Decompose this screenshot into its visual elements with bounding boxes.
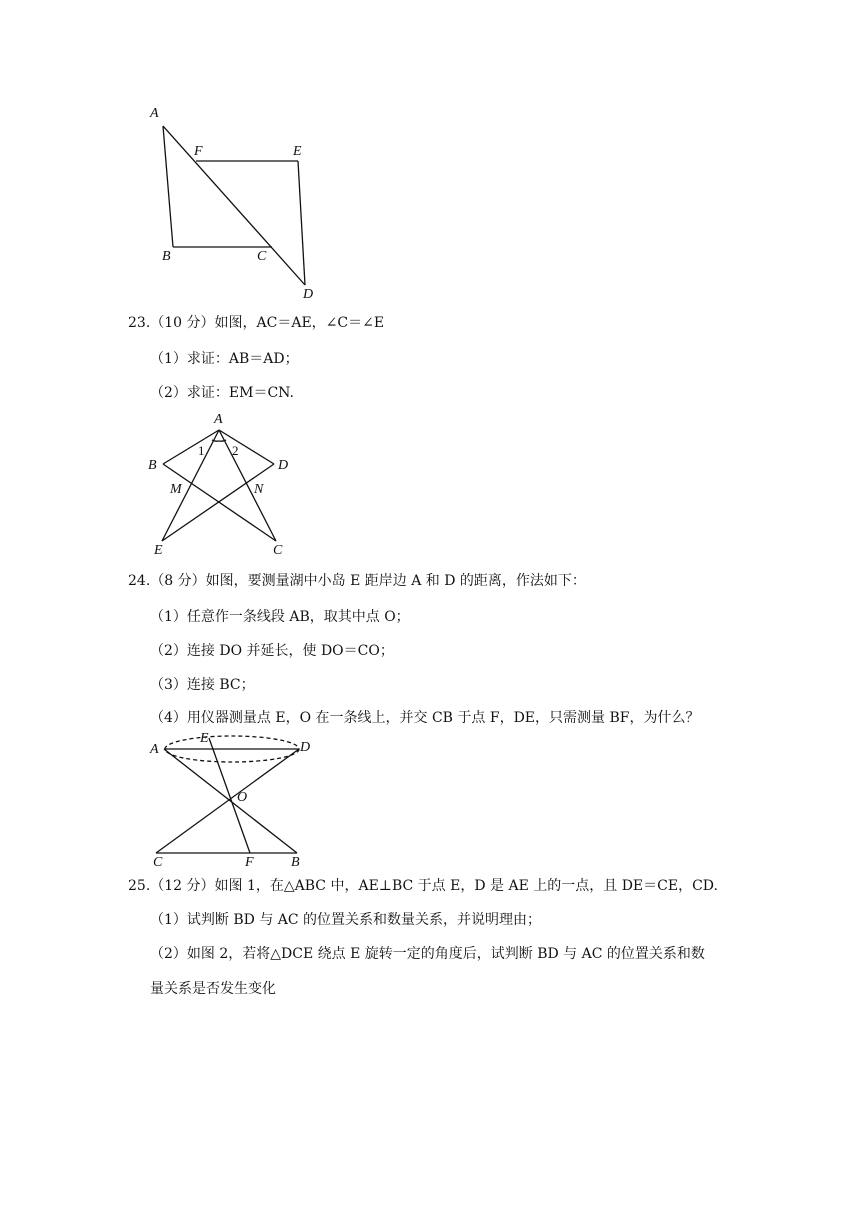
- question-25-part-1: （1）试判断 BD 与 AC 的位置关系和数量关系，并说明理由；: [150, 912, 542, 928]
- label-D: D: [278, 458, 289, 473]
- angle-1-label: 1: [198, 443, 205, 458]
- label-M: M: [170, 482, 182, 497]
- label-F: F: [245, 855, 254, 870]
- question-23-part-2: （2）求证：EM＝CN.: [150, 385, 294, 401]
- question-24-step-4: （4）用仪器测量点 E，O 在一条线上，并交 CB 于点 F，DE，只需测量 BF，为什么？: [150, 710, 700, 726]
- label-A: A: [214, 412, 223, 427]
- label-B: B: [148, 458, 157, 473]
- question-24-title: 24.（8 分）如图，要测量湖中小岛 E 距岸边 A 和 D 的距离，作法如下：: [128, 573, 586, 589]
- label-C: C: [153, 855, 163, 870]
- angle-2-label: 2: [232, 443, 239, 458]
- question-24-step-3: （3）连接 BC；: [150, 677, 255, 693]
- question-23-title: 23.（10 分）如图，AC＝AE，∠C＝∠E: [128, 315, 385, 331]
- label-F: F: [194, 144, 203, 159]
- label-B: B: [162, 249, 171, 264]
- label-E: E: [200, 731, 209, 746]
- label-N: N: [254, 482, 264, 497]
- label-A: A: [150, 106, 159, 121]
- question-24-step-1: （1）任意作一条线段 AB，取其中点 O；: [150, 609, 410, 625]
- label-B: B: [291, 855, 300, 870]
- label-C: C: [257, 249, 267, 264]
- question-25-part-2-line-1: （2）如图 2，若将△DCE 绕点 E 旋转一定的角度后，试判断 BD 与 AC 的位置关系和数: [150, 946, 705, 962]
- question-24-step-2: （2）连接 DO 并延长，使 DO＝CO；: [150, 643, 394, 659]
- question-25-part-2-line-2: 量关系是否发生变化: [150, 981, 276, 997]
- label-D: D: [300, 740, 311, 755]
- label-D: D: [303, 287, 314, 302]
- question-23-part-1: （1）求证：AB＝AD；: [150, 351, 299, 367]
- label-E: E: [293, 144, 302, 159]
- label-O: O: [237, 790, 248, 805]
- label-E: E: [154, 543, 163, 558]
- label-C: C: [273, 543, 283, 558]
- label-A: A: [150, 742, 159, 757]
- question-25-title: 25.（12 分）如图 1，在△ABC 中，AE⊥BC 于点 E，D 是 AE 上的一点，且 DE＝CE，CD.: [128, 878, 718, 894]
